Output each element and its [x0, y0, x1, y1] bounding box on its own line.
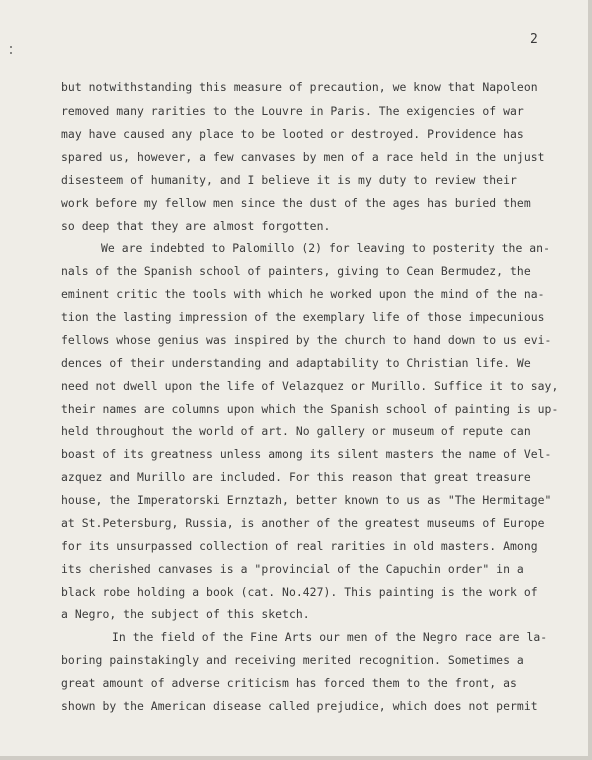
text-line: house, the Imperatorski Ernztazh, better known to us as "The Hermitage" — [61, 493, 552, 507]
text-line: its cherished canvases is a "provincial of the Capuchin order" in a — [61, 562, 524, 576]
text-line: nals of the Spanish school of painters, giving to Cean Bermudez, the — [61, 264, 531, 278]
text-line: fellows whose genius was inspired by the church to hand down to us evi- — [61, 333, 552, 347]
paragraph-first-line: In the field of the Fine Arts our men of the Negro race are la- — [112, 630, 548, 644]
text-line: work before my fellow men since the dust of the ages has buried them — [61, 196, 531, 210]
text-line: boast of its greatness unless among its silent masters the name of Vel- — [61, 447, 552, 461]
margin-mark — [10, 46, 12, 48]
page-number: 2 — [530, 32, 538, 47]
text-line: may have caused any place to be looted or destroyed. Providence has — [61, 127, 524, 141]
text-line: azquez and Murillo are included. For this reason that great treasure — [61, 470, 531, 484]
text-line: held throughout the world of art. No gallery or museum of repute can — [61, 424, 531, 438]
text-line: but notwithstanding this measure of precaution, we know that Napoleon — [61, 80, 538, 94]
text-line: so deep that they are almost forgotten. — [61, 219, 331, 233]
text-line: disesteem of humanity, and I believe it is my duty to review their — [61, 173, 517, 187]
text-line: tion the lasting impression of the exemplary life of those impecunious — [61, 310, 545, 324]
text-line: a Negro, the subject of this sketch. — [61, 607, 310, 621]
text-line: at St.Petersburg, Russia, is another of the greatest museums of Europe — [61, 516, 545, 530]
paragraph-first-line: We are indebted to Palomillo (2) for leaving to posterity the an- — [101, 241, 551, 255]
text-line: removed many rarities to the Louvre in Paris. The exigencies of war — [61, 104, 524, 118]
text-line: eminent critic the tools with which he worked upon the mind of the na- — [61, 287, 545, 301]
text-line: their names are columns upon which the Spanish school of painting is up- — [61, 402, 559, 416]
text-line: spared us, however, a few canvases by men of a race held in the unjust — [61, 150, 545, 164]
text-line: shown by the American disease called prejudice, which does not permit — [61, 699, 538, 713]
text-line: dences of their understanding and adaptability to Christian life. We — [61, 356, 531, 370]
text-line: boring painstakingly and receiving merited recognition. Sometimes a — [61, 653, 524, 667]
text-line: great amount of adverse criticism has forced them to the front, as — [61, 676, 517, 690]
text-line: black robe holding a book (cat. No.427). This painting is the work of — [61, 585, 538, 599]
text-line: need not dwell upon the life of Velazquez or Murillo. Suffice it to say, — [61, 379, 559, 393]
text-line: for its unsurpassed collection of real rarities in old masters. Among — [61, 539, 538, 553]
margin-mark — [10, 52, 12, 54]
